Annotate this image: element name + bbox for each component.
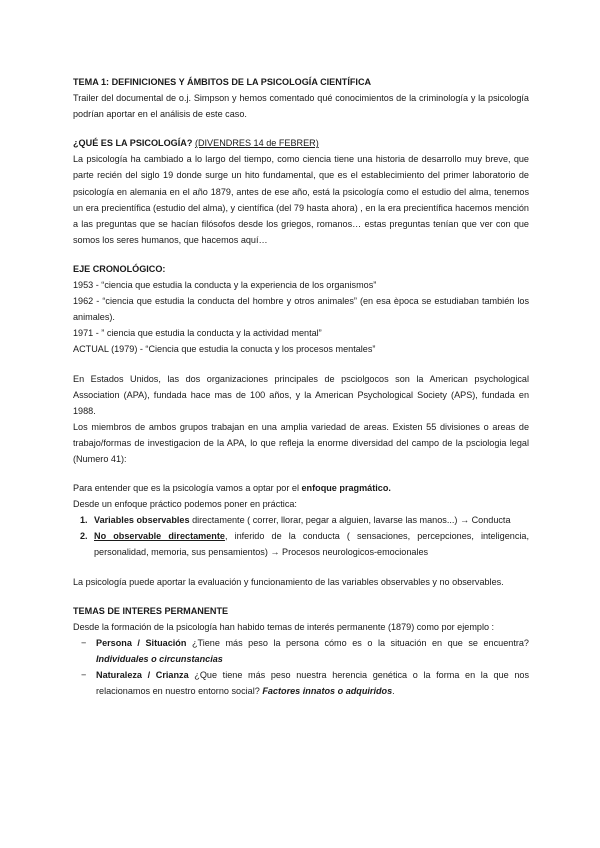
list-item-bold: Variables observables (94, 515, 190, 526)
list-item (73, 512, 529, 528)
list-item-text: directamente ( correr, llorar, pegar a alguien, lavarse las manos...) → Conducta (189, 515, 511, 526)
usa-paragraph: En Estados Unidos, las dos organizaciones principales de psciolgocos son la American psychological Association (APA), fundada hace mas de 100 años, y la American Psychological Society (APS), fundada en 1988. (73, 373, 529, 416)
document-page (73, 74, 529, 699)
dash-bullet: − (81, 637, 87, 648)
practical-line: Desde un enfoque práctico podemos poner en práctica: (73, 499, 297, 510)
pragmatic-prefix: Para entender que es la psicología vamos a optar por el (73, 483, 302, 494)
definition-paragraph: La psicología ha cambiado a lo largo del tiempo, como ciencia tiene una historia de desarrollo muy breve, que parte recién del siglo 19 donde surge un hito fundamental, que es el establecimiento del primer laboratorio de psicología en alemania en el año 1879, antes de ese año, está la psicología como el estudio del alma, tenemos un era precientífica (estudio del alma), y científica (del 79 hasta ahora) , en la era precientífica hacemos mención a las preguntas que se hacían filósofos desde los griegos, romanos… estas preguntas tenían que ver con que somos los seres humanos, que hacemos aquí… (73, 154, 529, 245)
list-number: 1. (80, 515, 88, 526)
list-item (73, 635, 529, 667)
list-item (73, 667, 529, 699)
eje-item: ACTUAL (1979) - “Ciencia que estudia la conucta y los procesos mentales” (73, 344, 376, 355)
tema-bold: Naturaleza / Crianza (96, 670, 189, 680)
tema-end: . (392, 686, 395, 697)
members-paragraph: Los miembros de ambos grupos trabajan en una amplia variedad de areas. Existen 55 divisiones o areas de trabajo/formas de investigacion de la APA, lo que refleja la enorme diversidad del campo de la psciologia legal (Numero 41): (73, 421, 529, 464)
section-date: (DIVENDRES 14 de FEBRER) (194, 138, 319, 149)
intro-paragraph: Trailer del documental de o.j. Simpson y hemos comentado qué conocimientos de la criminología y la psicología podrían aportar en el análisis de este caso. (73, 93, 529, 120)
contribution-paragraph: La psicología puede aportar la evaluación y funcionamiento de las variables observables y no observables. (73, 576, 504, 587)
question-heading: ¿QUÉ ES LA PSICOLOGÍA? (73, 138, 193, 149)
eje-item: 1962 - “ciencia que estudia la conducta del hombre y otros animales” (en esa època se estudiaban también los animales). (73, 296, 529, 323)
dash-bullet: − (81, 670, 87, 680)
list-item (73, 528, 529, 560)
temas-intro: Desde la formación de la psicología han habido temas de interés permanente (1879) como por ejemplo : (73, 621, 495, 632)
temas-list (73, 635, 529, 699)
eje-item: 1971 - ” ciencia que estudia la conducta y la actividad mental” (73, 328, 322, 339)
list-number: 2. (80, 531, 88, 542)
tema-emphasis: Factores innatos o adquiridos (262, 686, 393, 697)
tema-text: ¿Tiene más peso la persona cómo es o la situación en que se encuentra? (186, 637, 529, 648)
tema-text: ¿Que tiene más peso nuestra herencia genética o la forma en la que nos relacionamos en nuestro entorno social? (96, 670, 529, 697)
list-item-text: , inferido de la conducta ( sensaciones, percepciones, inteligencia, personalidad, memoria, sus pensamientos) → Procesos neurologicos-emocionales (94, 531, 529, 558)
temas-heading: TEMAS DE INTERES PERMANENTE (73, 605, 229, 616)
pragmatic-bold: enfoque pragmático. (301, 483, 391, 494)
variables-list (73, 512, 529, 560)
eje-item: 1953 - “ciencia que estudia la conducta y la experiencia de los organismos” (73, 280, 377, 291)
tema-bold: Persona / Situación (96, 637, 187, 648)
pragmatic-line (73, 480, 529, 496)
section-heading-que-es (73, 135, 529, 151)
list-item-bold: No observable directamente (94, 531, 225, 542)
tema-emphasis: Individuales o circunstancias (96, 653, 223, 664)
eje-heading: EJE CRONOLÓGICO: (73, 263, 166, 274)
document-title: TEMA 1: DEFINICIONES Y ÁMBITOS DE LA PSICOLOGÍA CIENTÍFICA (73, 77, 372, 87)
